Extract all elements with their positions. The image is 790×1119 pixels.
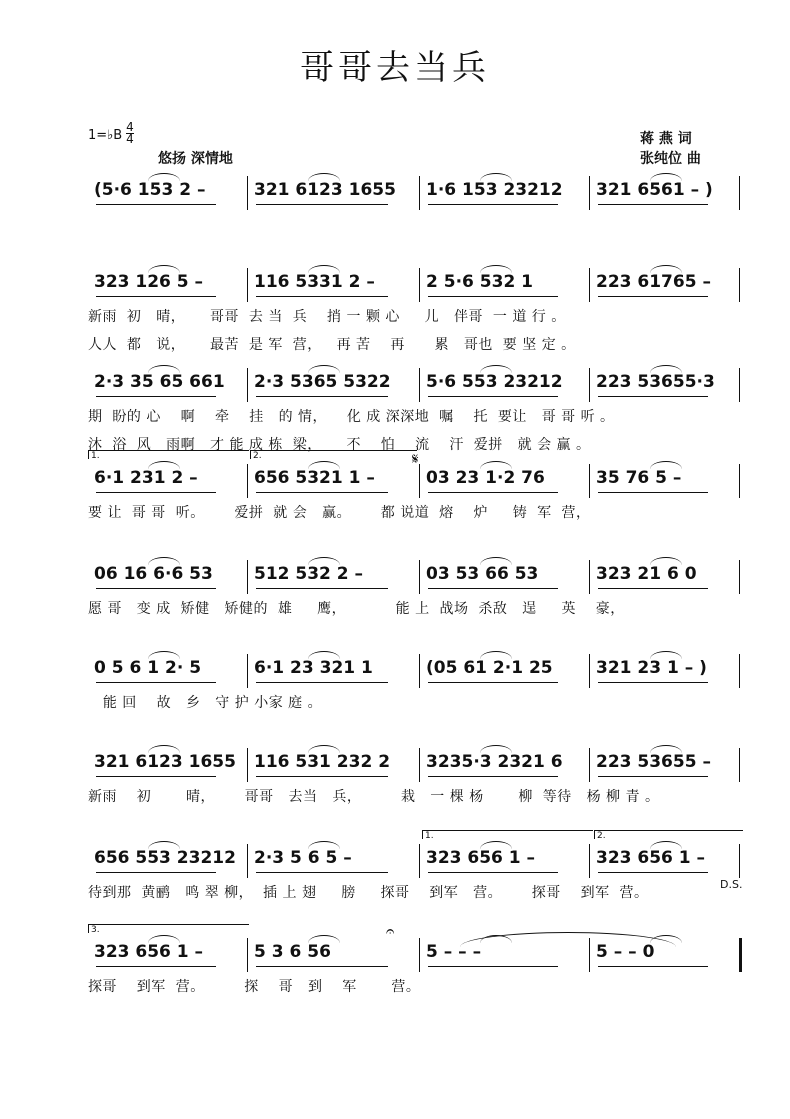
tie-arc [308, 461, 340, 469]
bar-line [419, 368, 420, 402]
beam-line [598, 966, 708, 967]
bar-line [419, 654, 420, 688]
bar-line [247, 938, 248, 972]
beam-line [96, 776, 216, 777]
tie-arc [650, 365, 682, 373]
beam-line [428, 966, 558, 967]
measure: 323 21 6 0 [596, 564, 697, 584]
bar-line [589, 176, 590, 210]
lyric-line: 沐 浴 风 雨啊 才 能 成 栋 梁， 不 怕 流 汗 爱拼 就 会 赢 。 [88, 437, 591, 453]
bar-line [589, 464, 590, 498]
key-text: 1=♭B [88, 128, 123, 143]
measure: 3235·3 2321 6 [426, 752, 563, 772]
measure: 321 23 1 – ) [596, 658, 707, 678]
tie-arc [148, 365, 180, 373]
measure: 656 5321 1 – [254, 468, 375, 488]
beam-line [428, 776, 558, 777]
measure: 1·6 153 23212 [426, 180, 563, 200]
bar-line [419, 748, 420, 782]
measure: 223 61765 – [596, 272, 711, 292]
volta-bracket: 2. [250, 450, 417, 459]
melody-line [88, 180, 740, 206]
measure: 6·1 23 321 1 [254, 658, 373, 678]
measure: 5 – – – [426, 942, 482, 962]
volta-bracket: 1. [88, 450, 249, 459]
bar-line [739, 938, 742, 972]
tie-arc [148, 265, 180, 273]
bar-line [419, 176, 420, 210]
bar-line [589, 268, 590, 302]
beam-line [598, 588, 708, 589]
lyric-line: 待到那 黄鹂 鸣 翠 柳， 插 上 翅 膀 探哥 到军 营。 探哥 到军 营。 [88, 885, 649, 901]
measure: 5·6 553 23212 [426, 372, 563, 392]
measure: 0 5 6 1 2· 5 [94, 658, 202, 678]
beam-line [256, 396, 388, 397]
tie-arc [480, 745, 512, 753]
lyric-line: 能 回 故 乡 守 护 小家 庭 。 [88, 695, 323, 711]
tie-arc [650, 461, 682, 469]
tie-arc [308, 557, 340, 565]
beam-line [256, 492, 388, 493]
measure: (5·6 153 2 – [94, 180, 206, 200]
lyric-line: 人人 都 说， 最苦 是 军 营， 再 苦 再 累 哥也 要 坚 定 。 [88, 337, 576, 353]
beam-line [428, 872, 558, 873]
beam-line [598, 682, 708, 683]
beam-line [96, 396, 216, 397]
beam-line [256, 588, 388, 589]
composer-credit: 张纯位 曲 [640, 151, 701, 167]
beam-line [96, 204, 216, 205]
lyric-line: 新雨 初 晴， 哥哥 去 当 兵 捎 一 颗 心 儿 伴哥 一 道 行 。 [88, 309, 566, 325]
beam-line [96, 872, 216, 873]
bar-line [739, 560, 740, 594]
beam-line [256, 204, 388, 205]
lyric-line: 要 让 哥 哥 听。 爱拼 就 会 赢。 都 说道 熔 炉 铸 军 营， [88, 505, 591, 521]
beam-line [96, 966, 216, 967]
tie-arc [650, 651, 682, 659]
beam-line [428, 492, 558, 493]
lyric-line: 探哥 到军 营。 探 哥 到 军 营。 [88, 979, 421, 995]
beam-line [598, 204, 708, 205]
beam-line [598, 776, 708, 777]
measure: 116 531 232 2 [254, 752, 391, 772]
beam-line [256, 966, 388, 967]
beam-line [96, 588, 216, 589]
melody-line [88, 272, 740, 298]
tie-arc [480, 841, 512, 849]
melody-line [88, 752, 740, 778]
bar-line [247, 464, 248, 498]
bar-line [419, 268, 420, 302]
tie-arc [308, 365, 340, 373]
beam-line [96, 296, 216, 297]
measure: 03 23 1·2 76 [426, 468, 545, 488]
tie-arc [650, 173, 682, 181]
beam-line [256, 872, 388, 873]
measure: 223 53655·3 [596, 372, 715, 392]
bar-line [247, 560, 248, 594]
time-bottom: 4 [126, 132, 134, 146]
bar-line [419, 844, 420, 878]
tie-arc [308, 745, 340, 753]
tie-arc [148, 841, 180, 849]
bar-line [247, 268, 248, 302]
measure: 116 5331 2 – [254, 272, 375, 292]
measure: 6·1 231 2 – [94, 468, 198, 488]
bar-line [247, 844, 248, 878]
tie-arc [480, 265, 512, 273]
lyric-line: 期 盼的 心 啊 牵 挂 的 情， 化 成 深深地 嘱 托 要让 哥 哥 听 。 [88, 409, 615, 425]
tie-arc [148, 173, 180, 181]
tie-arc [650, 265, 682, 273]
tie-arc [650, 841, 682, 849]
volta-bracket: 3. [88, 924, 249, 933]
tie-arc [480, 173, 512, 181]
segno-sign: 𝄋 [412, 450, 419, 468]
tie-arc [148, 935, 180, 943]
measure: 06 16 6·6 53 [94, 564, 213, 584]
bar-line [247, 176, 248, 210]
bar-line [739, 464, 740, 498]
expression-marking: 悠扬 深情地 [158, 151, 233, 167]
measure: 03 53 66 53 [426, 564, 539, 584]
tie-arc [148, 557, 180, 565]
measure: 323 656 1 – [426, 848, 536, 868]
tie-arc [308, 651, 340, 659]
bar-line [419, 938, 420, 972]
measure: (05 61 2·1 25 [426, 658, 553, 678]
measure: 321 6561 – ) [596, 180, 713, 200]
bar-line [247, 654, 248, 688]
tie-arc [480, 365, 512, 373]
bar-line [589, 748, 590, 782]
beam-line [256, 682, 388, 683]
key-signature [88, 128, 122, 143]
lyric-line: 愿 哥 变 成 矫健 矫健的 雄 鹰， 能 上 战场 杀敌 逞 英 豪， [88, 601, 625, 617]
bar-line [589, 654, 590, 688]
bar-line [589, 844, 590, 878]
beam-line [428, 588, 558, 589]
beam-line [598, 296, 708, 297]
measure: 323 656 1 – [94, 942, 204, 962]
measure: 321 6123 1655 [254, 180, 396, 200]
measure: 2·3 5 6 5 – [254, 848, 352, 868]
tie-arc [308, 935, 340, 943]
measure: 5 – – 0 [596, 942, 655, 962]
beam-line [96, 682, 216, 683]
beam-line [428, 204, 558, 205]
beam-line [428, 682, 558, 683]
measure: 512 532 2 – [254, 564, 364, 584]
measure: 223 53655 – [596, 752, 711, 772]
tie-arc [148, 651, 180, 659]
melody-line [88, 564, 740, 590]
measure: 321 6123 1655 [94, 752, 236, 772]
volta-bracket: 1. [422, 830, 593, 839]
bar-line [739, 844, 740, 878]
tie-arc [308, 265, 340, 273]
bar-line [419, 464, 420, 498]
measure: 323 656 1 – [596, 848, 706, 868]
bar-line [739, 368, 740, 402]
beam-line [598, 492, 708, 493]
melody-line [88, 372, 740, 398]
tie-arc [148, 745, 180, 753]
bar-line [739, 748, 740, 782]
beam-line [256, 296, 388, 297]
volta-bracket: 2. [594, 830, 743, 839]
bar-line [739, 268, 740, 302]
measure: 2·3 5365 5322 [254, 372, 391, 392]
bar-line [589, 560, 590, 594]
beam-line [598, 396, 708, 397]
time-top: 4 [126, 120, 134, 134]
song-title: 哥哥去当兵 [300, 48, 490, 88]
lyric-line: 新雨 初 晴， 哥哥 去当 兵， 栽 一 棵 杨 柳 等待 杨 柳 青 。 [88, 789, 660, 805]
measure: 35 76 5 – [596, 468, 682, 488]
tie-arc [650, 557, 682, 565]
measure: 656 553 23212 [94, 848, 236, 868]
beam-line [256, 776, 388, 777]
measure: 5 3 6 56 [254, 942, 331, 962]
tie-arc [308, 173, 340, 181]
beam-line [96, 492, 216, 493]
fermata-sign: 𝄐 [386, 922, 395, 940]
lyricist-credit: 蒋 燕 词 [640, 131, 692, 147]
tie-arc [480, 461, 512, 469]
bar-line [247, 748, 248, 782]
bar-line [589, 368, 590, 402]
measure: 2·3 35 65 661 [94, 372, 225, 392]
melody-line [88, 848, 740, 874]
bar-line [419, 560, 420, 594]
tie-arc [650, 745, 682, 753]
bar-line [247, 368, 248, 402]
time-signature [126, 122, 134, 145]
ds-marking: D.S. [720, 878, 743, 891]
melody-line [88, 468, 740, 494]
tie-arc [480, 557, 512, 565]
beam-line [428, 296, 558, 297]
beam-line [428, 396, 558, 397]
bar-line [739, 654, 740, 688]
bar-line [739, 176, 740, 210]
measure: 323 126 5 – [94, 272, 204, 292]
beam-line [598, 872, 708, 873]
tie-arc [480, 651, 512, 659]
melody-line [88, 658, 740, 684]
measure: 2 5·6 532 1 [426, 272, 534, 292]
tie-arc [148, 461, 180, 469]
tie-arc [308, 841, 340, 849]
